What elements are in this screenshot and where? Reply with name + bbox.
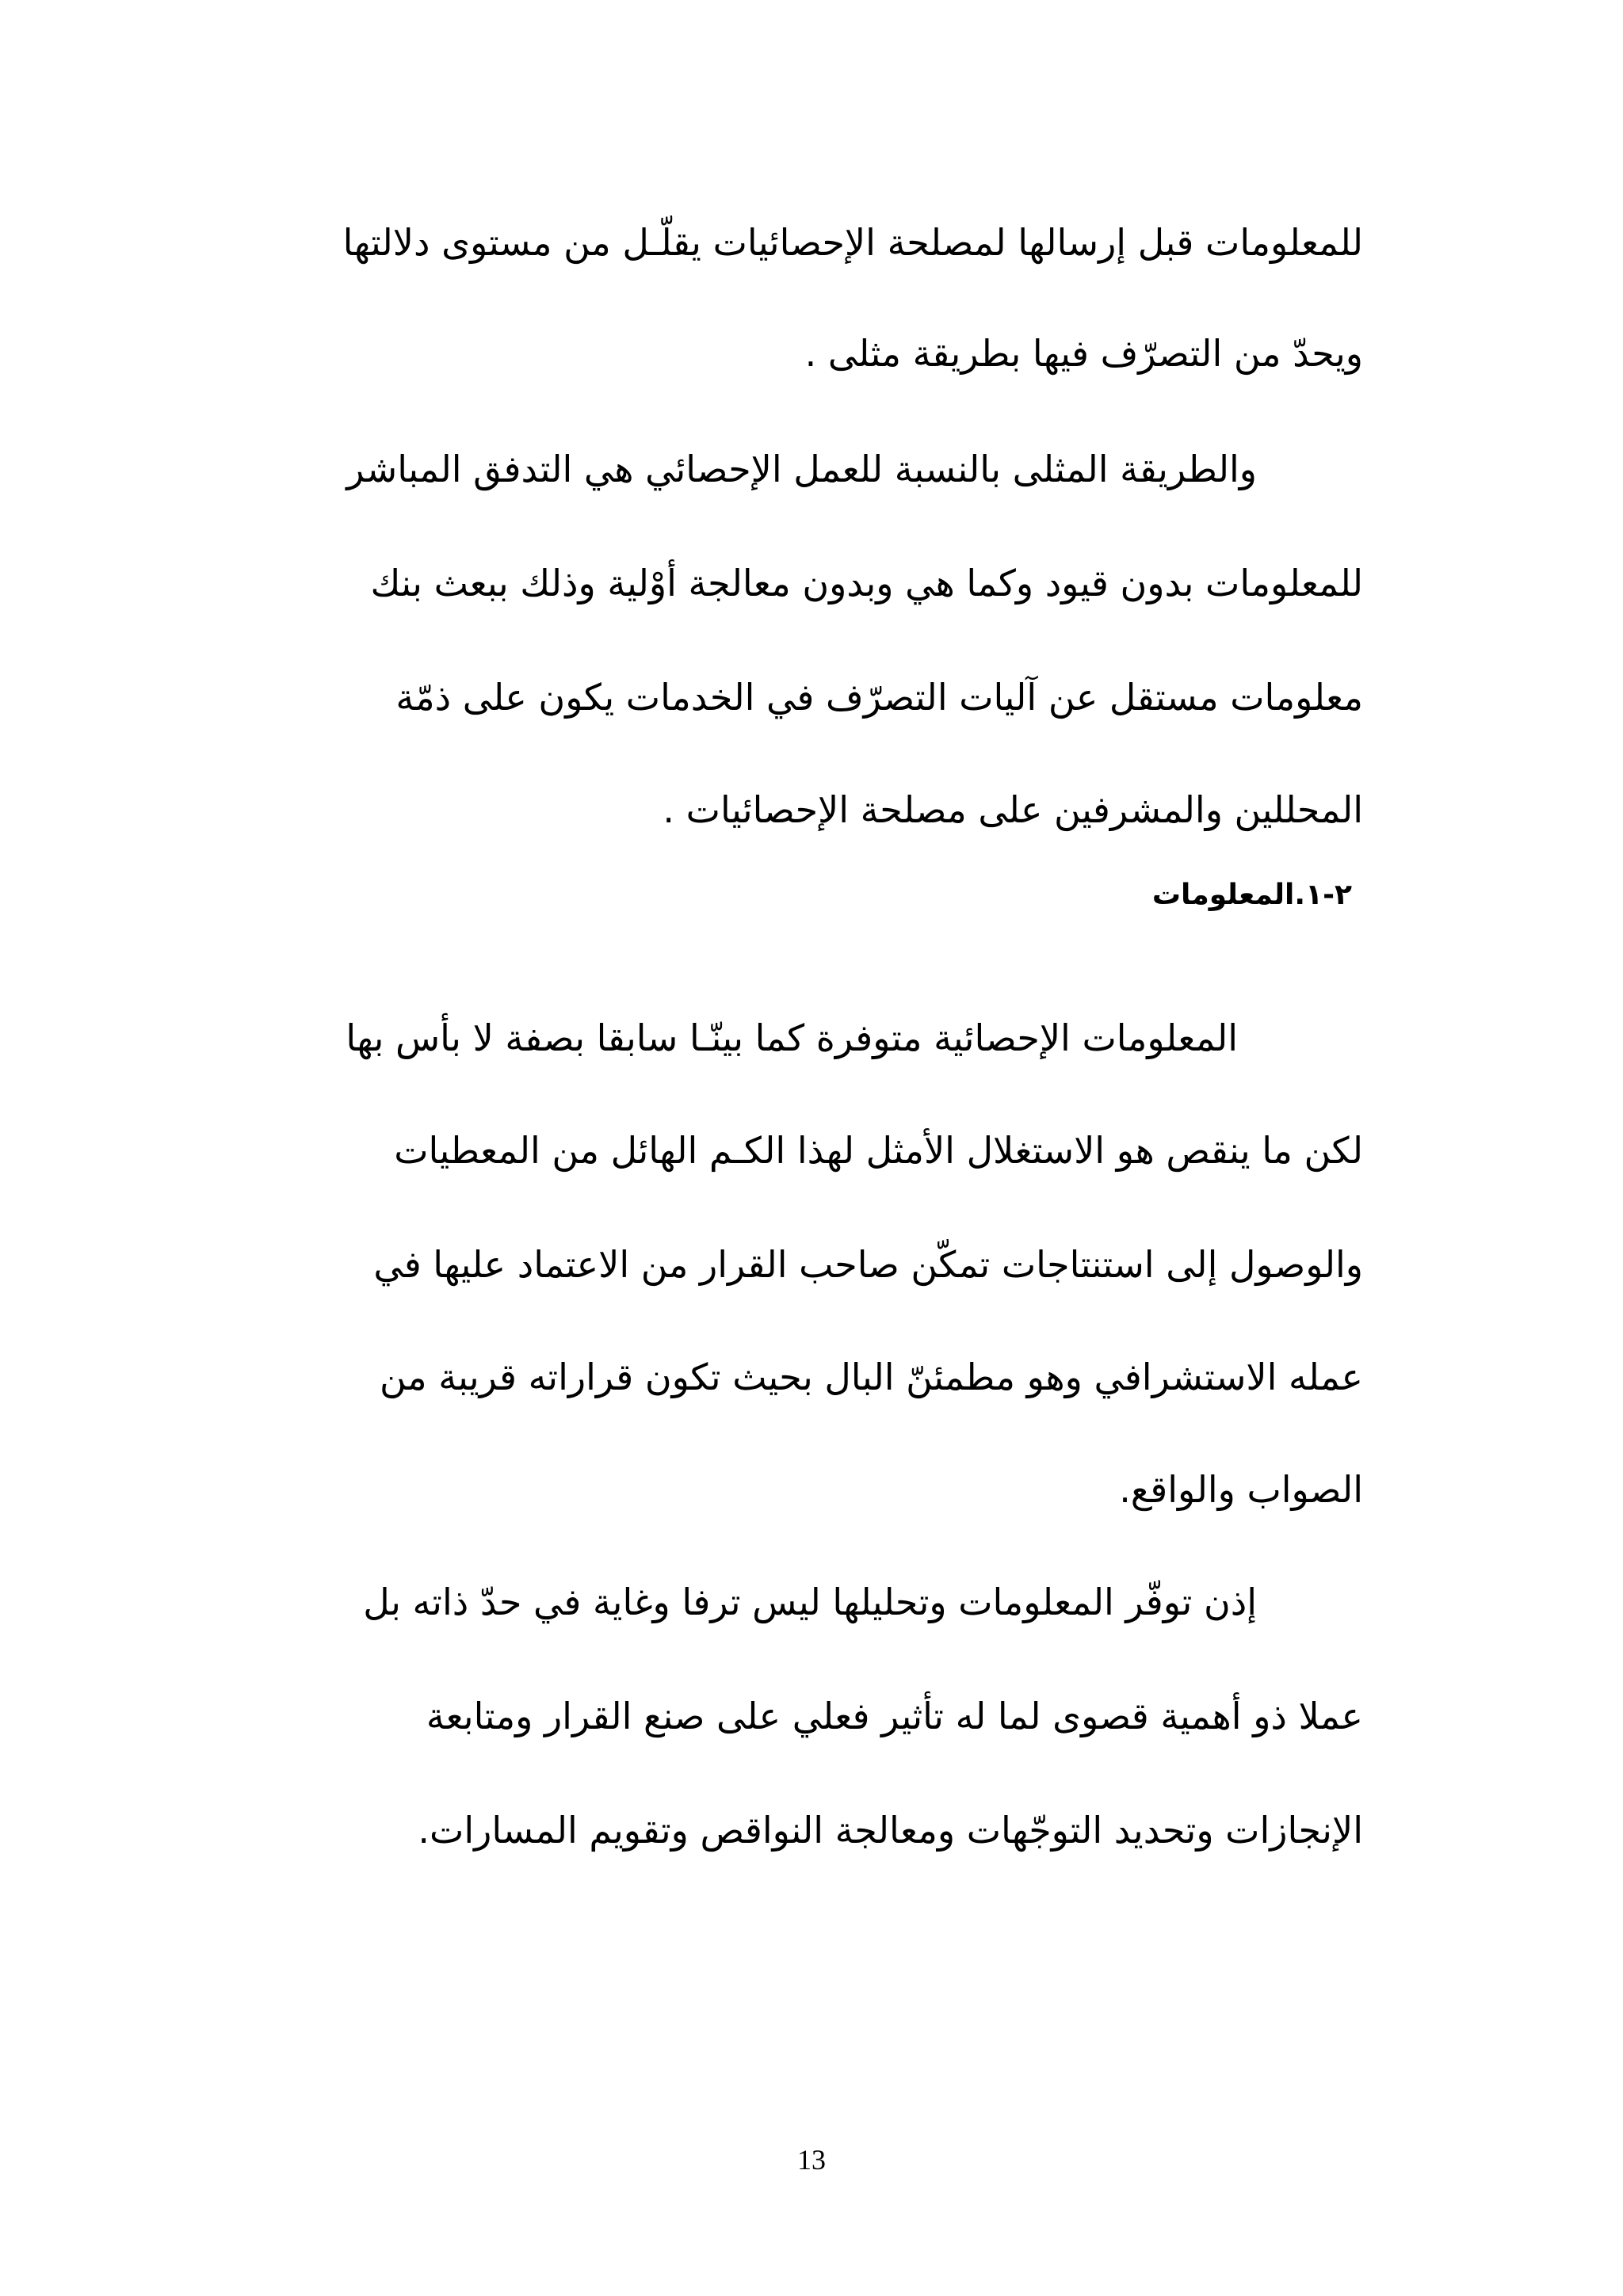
section-heading: ٢-١.المعلومات: [1151, 879, 1352, 911]
paragraph-2-line-2: للمعلومات بدون قيود وكما هي وبدون معالجة أوْلية وذلك ببعث بنك: [370, 562, 1363, 605]
paragraph-2-line-1: والطريقة المثلى بالنسبة للعمل الإحصائي هي التدفق المباشر: [346, 448, 1257, 490]
paragraph-3-line-3: والوصول إلى استنتاجات تمكّن صاحب القرار من الاعتماد عليها في: [373, 1243, 1363, 1286]
paragraph-4-line-3: الإنجازات وتحديد التوجّهات ومعالجة النواقص وتقويم المسارات.: [418, 1809, 1363, 1852]
page-number: 13: [797, 2144, 826, 2176]
paragraph-3-line-4: عمله الاستشرافي وهو مطمئنّ البال بحيث تكون قراراته قريبة من: [380, 1356, 1363, 1398]
paragraph-2-line-4: المحللين والمشرفين على مصلحة الإحصائيات .: [663, 788, 1363, 831]
paragraph-1-line-1: للمعلومات قبل إرسالها لمصلحة الإحصائيات يقلّـل من مستوى دلالتها: [342, 221, 1363, 264]
paragraph-3-line-2: لكن ما ينقص هو الاستغلال الأمثل لهذا الكـم الهائل من المعطيات: [394, 1129, 1363, 1172]
paragraph-4-line-2: عملا ذو أهمية قصوى لما له تأثير فعلي على صنع القرار ومتابعة: [426, 1695, 1363, 1737]
paragraph-2-line-3: معلومات مستقل عن آليات التصرّف في الخدمات يكون على ذمّة: [395, 676, 1363, 719]
paragraph-1-line-2: ويحدّ من التصرّف فيها بطريقة مثلى .: [804, 332, 1363, 375]
paragraph-4-line-1: إذن توفّر المعلومات وتحليلها ليس ترفا وغاية في حدّ ذاته بل: [363, 1581, 1257, 1623]
paragraph-3-line-1: المعلومات الإحصائية متوفرة كما بينّـا سابقا بصفة لا بأس بها: [346, 1016, 1238, 1059]
paragraph-3-line-5: الصواب والواقع.: [1119, 1468, 1363, 1511]
